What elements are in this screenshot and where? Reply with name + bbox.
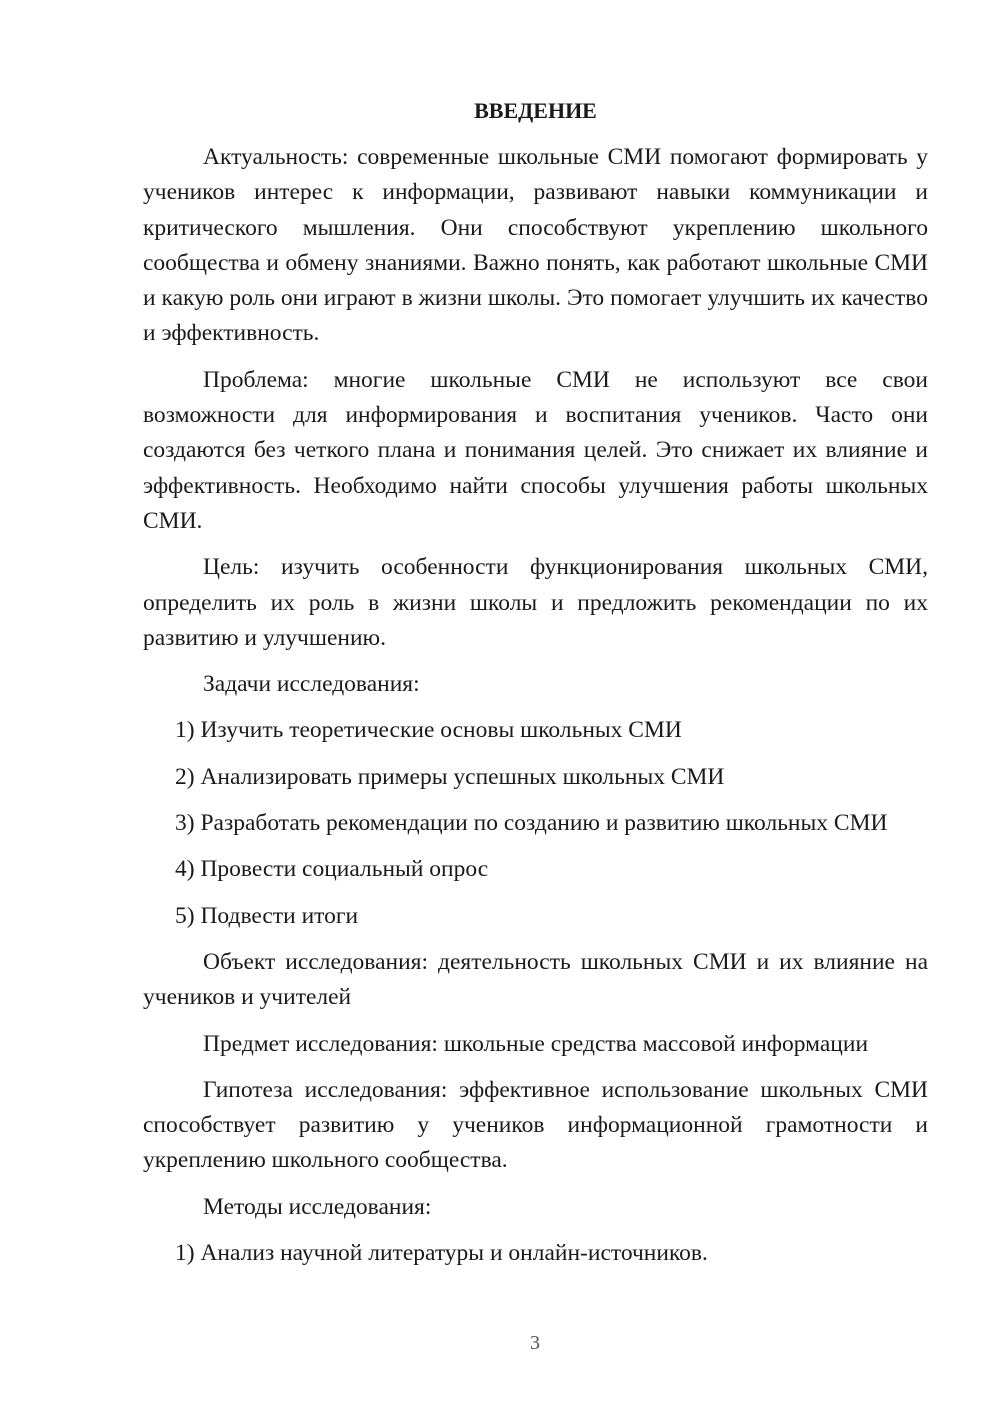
object-paragraph: Объект исследования: деятельность школьных СМИ и их влияние на учеников и учителей — [143, 948, 928, 1011]
subject-paragraph: Предмет исследования: школьные средства массовой информации — [203, 1030, 869, 1057]
document-page — [143, 95, 928, 1282]
methods-heading: Методы исследования: — [203, 1193, 432, 1220]
actuality-paragraph: Актуальность: современные школьные СМИ помогают формировать у учеников интерес к информации, развивают навыки коммуникации и критического мышления. Они способствуют укреплению школьного сообщества и обмену знаниями. Важно понять, как работают школьные СМИ и какую роль они играют в жизни школы. Это помогает улучшить их качество и эффективность. — [143, 144, 928, 347]
tasks-heading: Задачи исследования: — [203, 671, 420, 698]
hypothesis-paragraph: Гипотеза исследования: эффективное использование школьных СМИ способствует развитию у учеников информационной грамотности и укреплению школьного сообщества. — [143, 1076, 928, 1174]
section-title: ВВЕДЕНИЕ — [474, 98, 597, 123]
problem-paragraph: Проблема: многие школьные СМИ не используют все свои возможности для информирования и воспитания учеников. Часто они создаются без четкого плана и понимания целей. Это снижает их влияние и эффективность. Необходимо найти способы улучшения работы школьных СМИ. — [143, 366, 928, 534]
task-item-1: 1) Изучить теоретические основы школьных СМИ — [175, 717, 682, 744]
goal-paragraph: Цель: изучить особенности функционирования школьных СМИ, определить их роль в жизни школы и предложить рекомендации по их развитию и улучшению. — [143, 554, 928, 651]
task-item-3: 3) Разработать рекомендации по созданию и развитию школьных СМИ — [175, 810, 888, 837]
page-number: 3 — [530, 1332, 540, 1354]
method-item-1: 1) Анализ научной литературы и онлайн-источников. — [175, 1240, 708, 1267]
task-item-5: 5) Подвести итоги — [175, 902, 359, 929]
task-item-2: 2) Анализировать примеры успешных школьных СМИ — [175, 763, 725, 790]
task-item-4: 4) Провести социальный опрос — [175, 856, 489, 883]
